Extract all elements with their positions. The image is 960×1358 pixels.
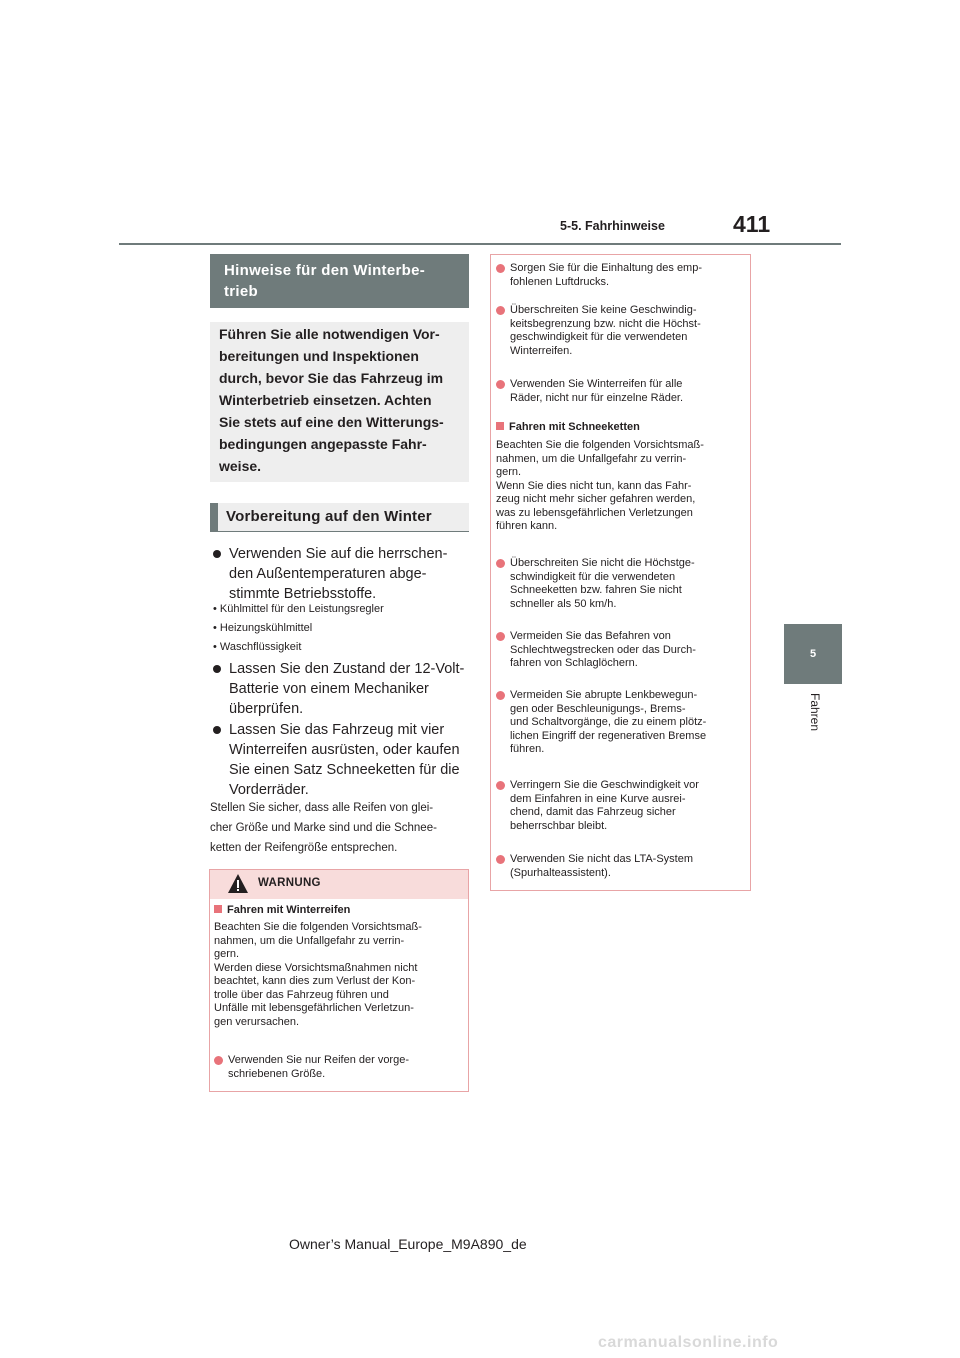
list-item-line: Sie einen Satz Schneeketten für die [229,762,460,778]
bullet-icon [214,1056,223,1065]
page-number: 411 [733,211,771,237]
right-bullet-line: Winterreifen. [510,344,573,357]
right-bullet-line: Vermeiden Sie das Befahren von [510,630,671,642]
bullet-icon [496,691,505,700]
intro-line: Sie stets auf eine den Witterungs- [219,414,444,430]
snow-chain-intro-line: führen kann. [496,520,558,532]
right-bullet [496,262,702,289]
warning-intro-line: Werden diese Vorsichtsmaßnahmen nicht [214,961,418,974]
right-bullet-line: Verringern Sie die Geschwindigkeit vor [510,779,699,791]
sub-list-item: • Waschflüssigkeit [213,641,302,653]
paragraph-line: ketten der Reifengröße entsprechen. [210,842,398,854]
list-item-line: den Außentemperaturen abge- [229,566,427,582]
right-bullet-line: Verwenden Sie Winterreifen für alle [510,378,683,390]
warning-intro-line: trolle über das Fahrzeug führen und [214,988,389,1001]
list-item-line: Lassen Sie den Zustand der 12-Volt- [229,661,465,677]
bullet-icon [496,855,505,864]
right-bullet-line: geschwindigkeit für die verwendeten [510,331,688,343]
right-bullet-line: Überschreiten Sie keine Geschwindig- [510,304,697,316]
warning-intro-line: beachtet, kann dies zum Verlust der Kon- [214,975,416,987]
warning-subheading-text: Fahren mit Winterreifen [227,904,351,916]
snow-chain-subheading-text: Fahren mit Schneeketten [509,421,640,433]
right-bullet-line: Vermeiden Sie abrupte Lenkbewegun- [510,689,698,701]
right-bullet-line: fohlenen Luftdrucks. [510,275,610,288]
right-bullet-line: lichen Eingriff der regenerativen Bremse [510,729,707,742]
intro-line: Führen Sie alle notwendigen Vor- [219,326,440,342]
chapter-label: Fahren [808,693,822,732]
right-bullet-line: Schneeketten bzw. fahren Sie nicht [510,584,682,596]
right-bullet-line: dem Einfahren in eine Kurve ausrei- [510,792,686,805]
right-bullet-line: schneller als 50 km/h. [510,597,617,610]
snow-chain-subheading [496,421,640,435]
right-bullet-line: Schlechtwegstrecken oder das Durch- [510,643,696,656]
list-item [213,659,464,719]
intro-line: bereitungen und Inspektionen [219,348,419,364]
paragraph-line: Stellen Sie sicher, dass alle Reifen von glei- [210,802,434,814]
right-bullet-line: Verwenden Sie nicht das LTA-System [510,853,694,865]
warning-subheading [214,904,350,918]
right-bullet-line: keitsbegrenzung bzw. nicht die Höchst- [510,317,701,330]
tire-note-paragraph [210,798,437,858]
right-bullet-line: Überschreiten Sie nicht die Höchstge- [510,557,695,569]
intro-box [210,322,469,482]
right-bullet [496,557,695,611]
bullet-icon [213,726,221,734]
bullet-icon [496,306,505,315]
warning-intro-line: Unfälle mit lebensgefährlichen Verletzun- [214,1002,414,1014]
list-item-line: stimmte Betriebsstoffe. [229,586,377,602]
right-bullet [496,689,706,757]
intro-line: durch, bevor Sie das Fahrzeug im [219,370,444,386]
right-bullet-line: beherrschbar bleibt. [510,819,608,832]
right-bullet [496,779,699,833]
bullet-icon [496,632,505,641]
warning-intro-line: gern. [214,948,240,960]
right-bullet [496,853,693,880]
list-item [213,720,460,800]
right-bullet-line: Räder, nicht nur für einzelne Räder. [510,391,684,404]
prep-heading-rule [210,531,469,532]
snow-chain-intro-line: Beachten Sie die folgenden Vorsichtsmaß- [496,439,704,451]
right-bullet-line: chend, damit das Fahrzeug sicher [510,806,676,818]
snow-chain-intro-line: Wenn Sie dies nicht tun, kann das Fahr- [496,479,692,492]
warning-title: WARNUNG [258,877,321,889]
paragraph-line: cher Größe und Marke sind und die Schnee- [210,822,437,834]
watermark: carmanualsonline.info [598,1334,779,1351]
bullet-icon [496,264,505,273]
intro-line: bedingungen angepasste Fahr- [219,436,427,452]
warning-intro-line: nahmen, um die Unfallgefahr zu verrin- [214,934,405,947]
footer-text: Owner’s Manual_Europe_M9A890_de [289,1236,527,1252]
bullet-icon [496,380,505,389]
warning-bullet [214,1054,409,1081]
list-item-line: Lassen Sie das Fahrzeug mit vier [229,722,445,738]
warning-bullet-line: schriebenen Größe. [228,1067,326,1080]
bullet-icon [213,665,221,673]
sub-list-item: • Heizungskühlmittel [213,622,313,634]
bullet-icon [496,781,505,790]
section-label: 5-5. Fahrhinweise [560,219,665,233]
list-item-line: Batterie von einem Mechaniker [229,681,429,697]
warning-bullet-line: Verwenden Sie nur Reifen der vorge- [228,1054,409,1066]
bullet-icon [213,550,221,558]
chapter-number: 5 [809,648,817,660]
snow-chain-intro-line: zeug nicht mehr sicher gefahren werden, [496,493,696,505]
right-bullet-line: Sorgen Sie für die Einhaltung des emp- [510,262,703,274]
winter-heading [210,254,469,308]
warning-intro-line: gen verursachen. [214,1015,299,1028]
warning-intro [214,921,422,1029]
square-bullet-icon [496,422,504,430]
snow-chain-intro [496,439,704,534]
right-bullet-line: und Schaltvorgänge, die zu einem plötz- [510,716,707,728]
snow-chain-intro-line: nahmen, um die Unfallgefahr zu verrin- [496,452,687,465]
prep-heading: Vorbereitung auf den Winter [210,503,469,532]
header-divider [119,243,841,245]
winter-heading-line: trieb [224,283,259,300]
right-bullet-line: schwindigkeit für die verwendeten [510,570,676,583]
warning-triangle-icon [227,873,249,895]
intro-line: Winterbetrieb einsetzen. Achten [219,392,432,408]
right-bullet [496,304,701,358]
snow-chain-intro-line: was zu lebensgefährlichen Verletzungen [496,506,693,519]
snow-chain-intro-line: gern. [496,466,522,478]
sub-list-item: • Kühlmittel für den Leistungsregler [213,603,384,615]
square-bullet-icon [214,905,222,913]
right-bullet-line: führen. [510,743,545,755]
right-bullet-line: (Spurhalteassistent). [510,866,611,879]
winter-heading-line: Hinweise für den Winterbe- [224,262,426,279]
right-bullet [496,378,683,405]
list-item-line: überprüfen. [229,701,304,717]
bullet-icon [496,559,505,568]
list-item-line: Vorderräder. [229,782,309,798]
right-bullet-line: fahren von Schlaglöchern. [510,657,638,669]
list-item-line: Winterreifen ausrüsten, oder kaufen [229,742,460,758]
list-item [213,544,447,604]
right-bullet-line: gen oder Beschleunigungs-, Brems- [510,702,686,715]
intro-line: weise. [219,458,262,474]
list-item-line: Verwenden Sie auf die herrschen- [229,546,448,562]
right-bullet [496,630,696,671]
chapter-tab[interactable] [784,624,842,684]
warning-intro-line: Beachten Sie die folgenden Vorsichtsmaß- [214,921,422,933]
